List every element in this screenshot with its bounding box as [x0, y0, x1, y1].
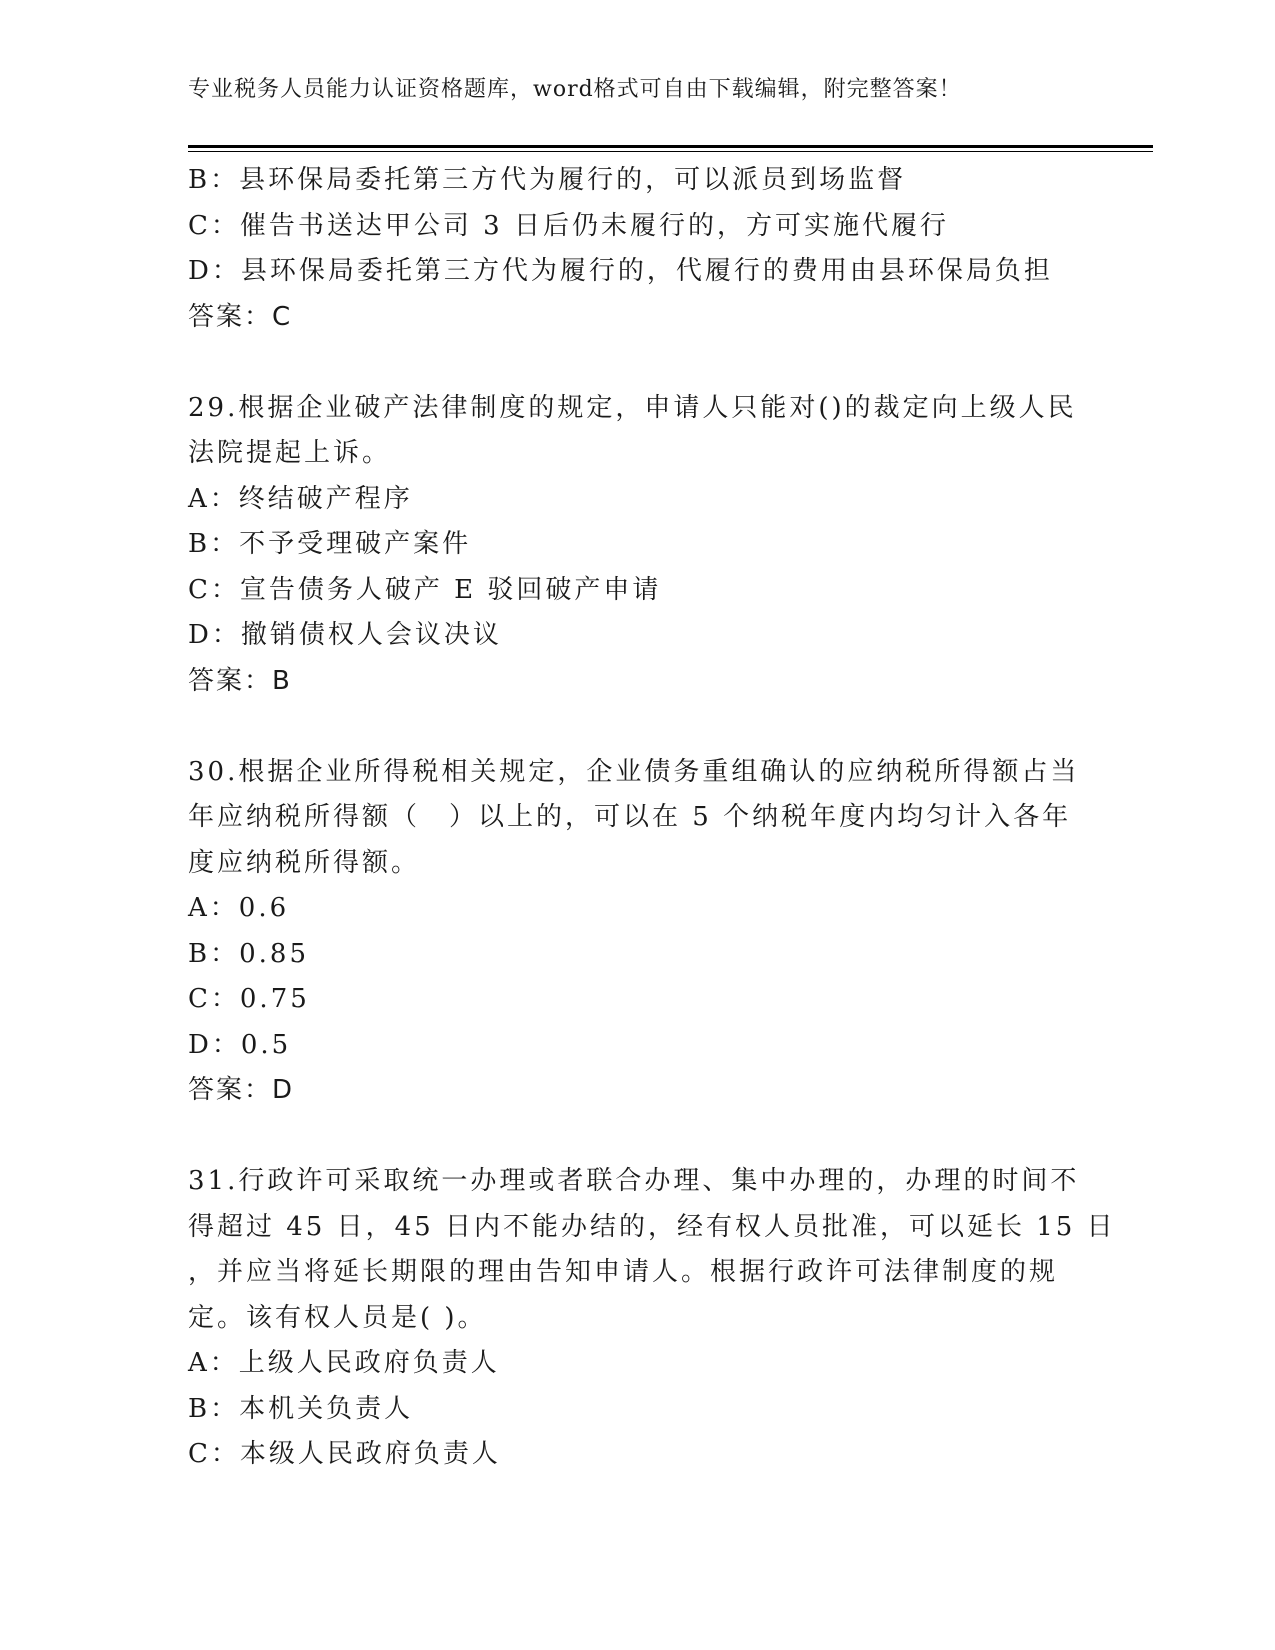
q30-answer: 答案：D	[188, 1075, 295, 1105]
q30-stem-line-3: 度应纳税所得额。	[188, 847, 421, 878]
page-header: 专业税务人员能力认证资格题库，word格式可自由下载编辑，附完整答案！	[188, 77, 962, 102]
q30-option-b: B：0.85	[188, 938, 309, 969]
q31-stem-line-1: 31.行政许可采取统一办理或者联合办理、集中办理的，办理的时间不	[188, 1166, 1080, 1196]
q29-option-c: C：宣告债务人破产 E 驳回破产申请	[188, 574, 662, 605]
q31-stem-line-2: 得超过 45 日，45 日内不能办结的，经有权人员批准，可以延长 15 日	[188, 1211, 1116, 1242]
spacer	[188, 704, 1088, 750]
q29-option-b: B：不予受理破产案件	[188, 529, 472, 559]
q29-stem-line-2: 法院提起上诉。	[188, 438, 392, 468]
q29-option-a: A：终结破产程序	[188, 483, 413, 514]
q31-stem-line-3: ，并应当将延长期限的理由告知申请人。根据行政许可法律制度的规	[188, 1257, 1059, 1287]
q28-option-d: D：县环保局委托第三方代为履行的，代履行的费用由县环保局负担	[188, 256, 1053, 286]
q28-option-b: B：县环保局委托第三方代为履行的，可以派员到场监督	[188, 165, 907, 195]
q31-option-c: C：本级人民政府负责人	[188, 1439, 501, 1469]
q28-answer: 答案：C	[188, 301, 293, 332]
q30-option-a: A：0.6	[188, 893, 290, 923]
q31-option-b: B：本机关负责人	[188, 1393, 414, 1424]
header-rule-thin	[188, 151, 1153, 152]
q30-option-c: C：0.75	[188, 984, 310, 1014]
q30-stem-line-2: 年应纳税所得额（ ）以上的，可以在 5 个纳税年度内均匀计入各年	[188, 802, 1072, 832]
q28-option-c: C：催告书送达甲公司 3 日后仍未履行的，方可实施代履行	[188, 210, 949, 241]
q31-stem-line-4: 定。该有权人员是( )。	[188, 1302, 487, 1333]
q30-stem-line-1: 30.根据企业所得税相关规定，企业债务重组确认的应纳税所得额占当	[188, 756, 1080, 787]
q29-answer: 答案：B	[188, 665, 292, 696]
document-body	[188, 158, 1116, 1478]
q31-option-a: A：上级人民政府负责人	[188, 1348, 500, 1378]
q29-stem-line-1: 29.根据企业破产法律制度的规定，申请人只能对()的裁定向上级人民	[188, 392, 1077, 423]
spacer	[188, 1114, 1088, 1160]
spacer	[188, 340, 1088, 386]
q30-option-d: D：0.5	[188, 1029, 292, 1060]
q29-option-d: D：撤销债权人会议决议	[188, 620, 502, 650]
header-rule-thick	[188, 145, 1153, 148]
